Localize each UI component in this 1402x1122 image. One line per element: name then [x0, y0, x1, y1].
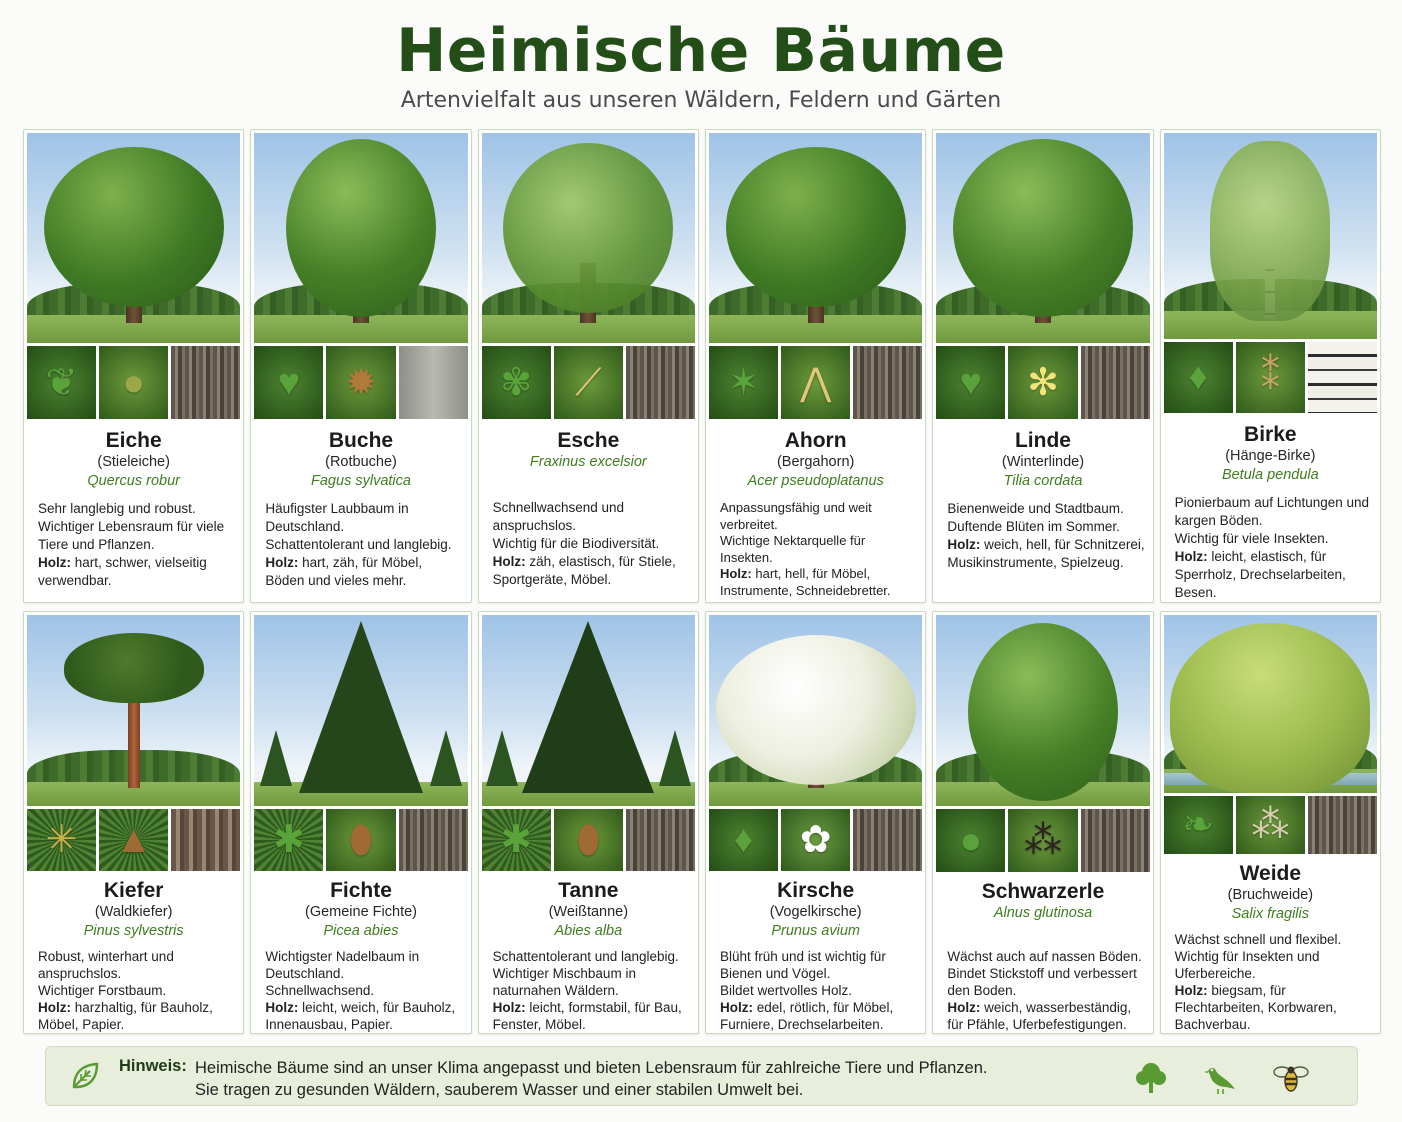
- tree-card-buche[interactable]: [250, 129, 471, 603]
- bark-icon: [171, 346, 240, 419]
- tree-name: Birke: [1244, 423, 1297, 446]
- tree-name: Linde: [1014, 429, 1071, 452]
- tree-card-eiche[interactable]: [23, 129, 244, 603]
- common-name: (Hänge-Birke): [1225, 448, 1316, 464]
- common-name: (Bergahorn): [776, 454, 855, 470]
- tree-card-ahorn[interactable]: [705, 129, 926, 603]
- beech-leaf-icon: ♥: [254, 346, 323, 419]
- ash-leaf-icon: ✾: [482, 346, 551, 419]
- bark-icon: [1081, 346, 1150, 419]
- header: [0, 12, 1402, 114]
- tree-card-birke[interactable]: [1160, 129, 1381, 603]
- latin-name: Acer pseudoplatanus: [747, 473, 884, 489]
- spruce-needles-icon: ✱: [254, 809, 323, 872]
- beechnut-icon: ✹: [326, 346, 395, 419]
- common-name: (Gemeine Fichte): [304, 904, 417, 920]
- bark-icon: [399, 346, 468, 419]
- latin-name: Abies alba: [554, 923, 623, 939]
- detail-photos: [254, 809, 467, 872]
- bark-icon: [853, 346, 922, 419]
- tree-description: Sehr langlebig und robust. Wichtiger Lebensraum für viele Tiere und Pflanzen. Holz: hart, schwer, vielseitig verwendbar.: [38, 501, 225, 588]
- tree-description: Wächst schnell und flexibel. Wichtig für Insekten und Uferbereiche. Holz: biegsam, für Flechtarbeiten, Korbwaren, Bachverbau.: [1174, 932, 1342, 1032]
- tree-name: Kiefer: [103, 879, 164, 902]
- bark-icon: [626, 346, 695, 419]
- oak-leaf-icon: ❦: [27, 346, 96, 419]
- tree-photo: [1164, 615, 1377, 793]
- tree-description: Bienenweide und Stadtbaum. Duftende Blüten im Sommer. Holz: weich, hell, für Schnitzerei, Musikinstrumente, Spielzeug.: [947, 501, 1145, 570]
- tree-photo: [254, 133, 467, 343]
- tree-card-schwarzerle[interactable]: [932, 611, 1153, 1034]
- detail-photos: [936, 346, 1149, 419]
- fir-cone-icon: ⬮: [554, 809, 623, 872]
- detail-photos: [1164, 342, 1377, 413]
- tree-name: Esche: [557, 429, 620, 452]
- tree-description: Wichtigster Nadelbaum in Deutschland. Schnellwachsend. Holz: leicht, weich, für Bauholz, Innenausbau, Papier.: [265, 949, 456, 1032]
- common-name: (Bruchweide): [1227, 887, 1314, 903]
- bark-icon: [1308, 342, 1377, 413]
- detail-photos: [27, 346, 240, 419]
- bark-icon: [1081, 809, 1150, 872]
- tree-name: Tanne: [558, 879, 619, 902]
- tree-grid-row-2: [23, 611, 1381, 1034]
- tree-name: Weide: [1239, 862, 1302, 885]
- bark-icon: [626, 809, 695, 872]
- tree-card-kiefer[interactable]: [23, 611, 244, 1034]
- tree-photo: [482, 615, 695, 806]
- bark-icon: [171, 809, 240, 872]
- pine-cone-icon: ▲: [99, 809, 168, 872]
- latin-name: Prunus avium: [771, 923, 860, 939]
- hint-label: Hinweis:: [119, 1057, 187, 1075]
- leaf-icon: [68, 1059, 102, 1093]
- tree-card-linde[interactable]: [932, 129, 1153, 603]
- common-name: (Stieleiche): [97, 454, 170, 470]
- tree-description: Anpassungsfähig und weit verbreitet. Wichtige Nektarquelle für Insekten. Holz: hart, hell, für Möbel, Instrumente, Schneidebretter.: [719, 500, 891, 598]
- bird-icon: [1202, 1059, 1240, 1097]
- linden-flower-icon: ✻: [1008, 346, 1077, 419]
- alder-leaf-icon: ●: [936, 809, 1005, 872]
- tree-description: Schattentolerant und langlebig. Wichtiger Mischbaum in naturnahen Wäldern. Holz: leicht, formstabil, für Bau, Fenster, Möbel.: [492, 949, 682, 1032]
- tree-photo: [254, 615, 467, 806]
- detail-photos: [1164, 796, 1377, 854]
- detail-photos: [27, 809, 240, 872]
- tree-card-kirsche[interactable]: [705, 611, 926, 1034]
- detail-photos: [254, 346, 467, 419]
- tree-description: Häufigster Laubbaum in Deutschland. Schattentolerant und langlebig. Holz: hart, zäh, für Möbel, Böden und vieles mehr.: [265, 501, 452, 588]
- common-name: (Vogelkirsche): [769, 904, 862, 920]
- bark-icon: [1308, 796, 1377, 854]
- tree-name: Ahorn: [784, 429, 847, 452]
- tree-card-fichte[interactable]: [250, 611, 471, 1034]
- willow-catkin-icon: ⁂: [1236, 796, 1305, 854]
- detail-photos: [482, 809, 695, 872]
- tree-card-tanne[interactable]: [478, 611, 699, 1034]
- bee-icon: [1272, 1059, 1310, 1097]
- tree-photo: [709, 133, 922, 343]
- common-name: (Rotbuche): [325, 454, 397, 470]
- tree-name: Schwarzerle: [981, 880, 1105, 903]
- detail-photos: [936, 809, 1149, 872]
- tree-description: Blüht früh und ist wichtig für Bienen und Vögel. Bildet wertvolles Holz. Holz: edel, rötlich, für Möbel, Furniere, Drechselarbeiten.: [719, 949, 894, 1032]
- linden-leaf-icon: ♥: [936, 346, 1005, 419]
- hint-text: Heimische Bäume sind an unser Klima angepasst und bieten Lebensraum für zahlreiche Tiere und Pflanzen. Sie tragen zu gesunden Wäldern, sauberem Wasser und einer stabilen Umwelt bei.: [195, 1059, 988, 1099]
- tree-name: Kirsche: [777, 879, 855, 902]
- maple-leaf-icon: ✶: [709, 346, 778, 419]
- tree-name: Eiche: [105, 429, 162, 452]
- latin-name: Picea abies: [323, 923, 399, 939]
- willow-leaf-icon: ❧: [1164, 796, 1233, 854]
- tree-description: Robust, winterhart und anspruchslos. Wichtiger Forstbaum. Holz: harzhaltig, für Bauholz, Möbel, Papier.: [38, 949, 213, 1032]
- acorn-icon: ●: [99, 346, 168, 419]
- tree-photo: [1164, 133, 1377, 339]
- latin-name: Fraxinus excelsior: [529, 454, 647, 470]
- ash-seed-icon: ⟋: [554, 346, 623, 419]
- bark-icon: [853, 809, 922, 872]
- latin-name: Fagus sylvatica: [311, 473, 411, 489]
- latin-name: Betula pendula: [1221, 467, 1319, 483]
- tree-name: Fichte: [330, 879, 392, 902]
- spruce-cone-icon: ⬮: [326, 809, 395, 872]
- tree-photo: [709, 615, 922, 806]
- latin-name: Tilia cordata: [1003, 473, 1083, 489]
- latin-name: Alnus glutinosa: [993, 905, 1093, 921]
- tree-description: Wächst auch auf nassen Böden. Bindet Stickstoff und verbessert den Boden. Holz: weich, wasserbeständig, für Pfähle, Uferbefestigungen.: [947, 949, 1142, 1032]
- pine-needles-icon: ✳: [27, 809, 96, 872]
- bark-icon: [399, 809, 468, 872]
- cherry-leaf-icon: ♦: [709, 809, 778, 872]
- detail-photos: [482, 346, 695, 419]
- cherry-blossom-icon: ✿: [781, 809, 850, 872]
- tree-photo: [936, 133, 1149, 343]
- birch-catkin-icon: ⁑: [1236, 342, 1305, 413]
- detail-photos: [709, 346, 922, 419]
- common-name: (Waldkiefer): [94, 904, 173, 920]
- tree-name: Buche: [328, 429, 394, 452]
- tree-photo: [936, 615, 1149, 806]
- latin-name: Salix fragilis: [1231, 906, 1309, 922]
- tree-card-esche[interactable]: [478, 129, 699, 603]
- hint-box: [45, 1046, 1358, 1106]
- common-name: (Winterlinde): [1001, 454, 1085, 470]
- tree-description: Pionierbaum auf Lichtungen und kargen Böden. Wichtig für viele Insekten. Holz: leicht, elastisch, für Sperrholz, Drechselarbeiten, Besen.: [1174, 495, 1370, 600]
- latin-name: Pinus sylvestris: [83, 923, 184, 939]
- maple-seed-icon: ⋀: [781, 346, 850, 419]
- fir-branch-icon: ✱: [482, 809, 551, 872]
- tree-photo: [27, 615, 240, 806]
- latin-name: Quercus robur: [87, 473, 180, 489]
- common-name: (Weißtanne): [548, 904, 629, 920]
- tree-photo: [482, 133, 695, 343]
- tree-card-weide[interactable]: [1160, 611, 1381, 1034]
- tree-grid-row-1: [23, 129, 1381, 603]
- page-title: Heimische Bäume: [396, 16, 1006, 86]
- tree-photo: [27, 133, 240, 343]
- alder-cone-icon: ⁂: [1008, 809, 1077, 872]
- detail-photos: [709, 809, 922, 872]
- tree-icon: [1132, 1059, 1170, 1097]
- birch-leaf-icon: ♦: [1164, 342, 1233, 413]
- page-subtitle: Artenvielfalt aus unseren Wäldern, Feldern und Gärten: [400, 88, 1002, 113]
- tree-description: Schnellwachsend und anspruchslos. Wichtig für die Biodiversität. Holz: zäh, elastisch, für Stiele, Sportgeräte, Möbel.: [492, 500, 676, 587]
